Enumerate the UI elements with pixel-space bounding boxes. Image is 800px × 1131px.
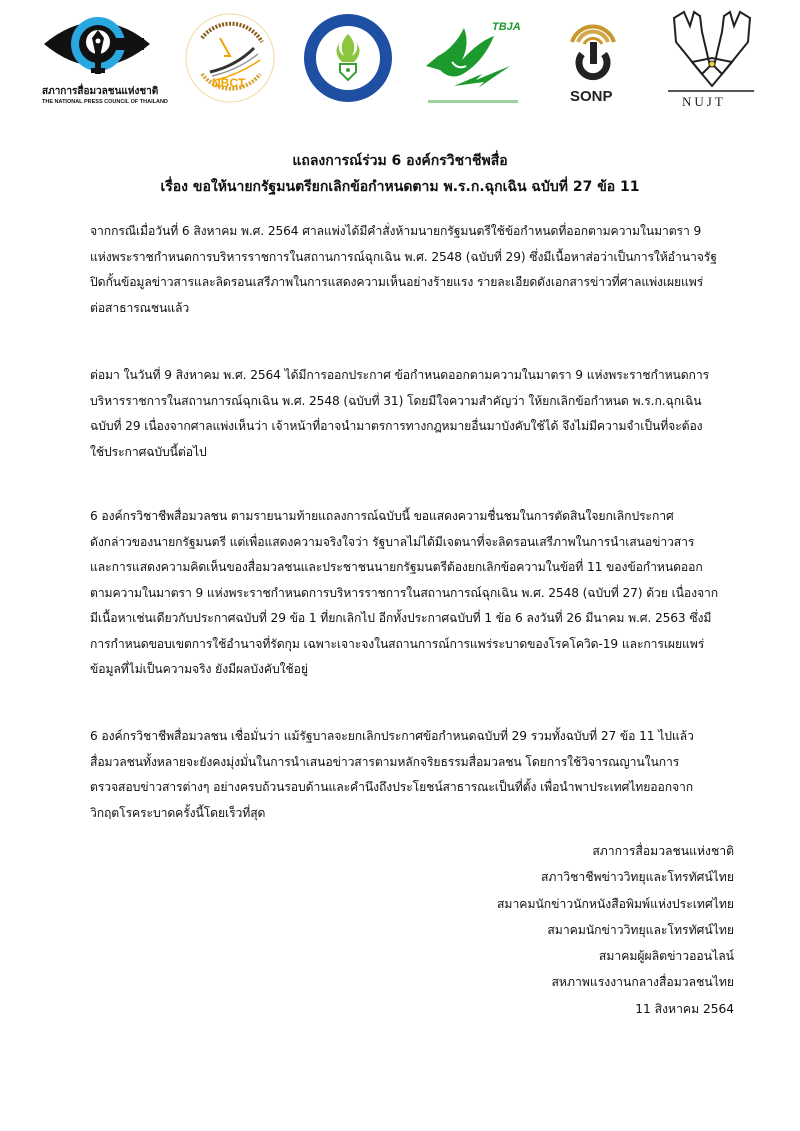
document-subject: เรื่อง ขอให้นายกรัฐมนตรียกเลิกข้อกำหนดตาม พ.ร.ก.ฉุกเฉิน ฉบับที่ 27 ข้อ 11 [160,179,640,195]
paragraph-line: มีเนื้อหาเช่นเดียวกับประกาศฉบับที่ 29 ข้อ 1 ที่ยกเลิกไป อีกทั้งประกาศฉบับที่ 1 ข้อ 6 ลงวันที่ 26 มีนาคม พ.ศ. 2563 ซึ่งมี [90,611,712,625]
paragraph-line: 6 องค์กรวิชาชีพสื่อมวลชน เชื่อมั่นว่า แม้รัฐบาลจะยกเลิกประกาศข้อกำหนดฉบับที่ 29 รวมทั้งฉบับที่ 27 ข้อ 11 ไปแล้ว [90,729,694,743]
paragraph-line: วิกฤตโรคระบาดครั้งนี้โดยเร็วที่สุด [90,805,266,820]
logo-caption-th: สภาการสื่อมวลชนแห่งชาติ [42,86,159,97]
power-signal-icon [558,8,628,86]
broadcast-dish-icon [180,8,280,108]
document-title: แถลงการณ์ร่วม 6 องค์กรวิชาชีพสื่อ [292,153,508,169]
paragraph-line: ใช้ประกาศฉบับนี้ต่อไป [90,444,207,459]
logo-caption-line [668,90,754,92]
paragraph-line: ตรวจสอบข่าวสารต่างๆ อย่างครบถ้วนรอบด้านและคำนึงถึงประโยชน์สาธารณะเป็นที่ตั้ง เพื่อนำพาประเทศไทยออกจาก [90,780,694,794]
paragraph-line: ต่อมา ในวันที่ 9 สิงหาคม พ.ศ. 2564 ได้มีการออกประกาศ ข้อกำหนดออกตามความในมาตรา 9 แห่งพระราชกำหนดการ [90,368,710,382]
signatories [497,838,734,1022]
paragraph-line: ฉบับที่ 29 เนื่องจากศาลแพ่งเห็นว่า เจ้าหน้าที่อาจนำมาตรการทางกฎหมายอื่นมาบังคับใช้ได้ จึงไม่มีความจำเป็นที่จะต้อง [90,419,703,433]
dove-lightning-icon [418,8,523,98]
paragraph-line: ต่อสาธารณชนแล้ว [90,300,190,315]
paragraph-line: ตามความในมาตรา 9 แห่งพระราชกำหนดการบริหารราชการในสถานการณ์ฉุกเฉิน พ.ศ. 2548 (ฉบับที่ 27) ด้วย เนื่องจาก [90,585,719,600]
tbja-logo [418,8,523,108]
paragraph-2 [90,363,740,465]
paragraph-line: 6 องค์กรวิชาชีพสื่อมวลชน ตามรายนามท้ายแถลงการณ์ฉบับนี้ ขอแสดงความชื่นชมในการตัดสินใจยกเลิกประกาศ [90,509,674,523]
nujt-logo [662,8,762,108]
paragraph-line: และการแสดงความคิดเห็นของสื่อมวลชนและประชาชนนายกรัฐมนตรีต้องยกเลิกข้อความในข้อที่ 11 ของข้อกำหนดออก [90,560,703,574]
paragraph-3 [90,504,740,683]
logo-caption: NUJT [682,94,726,109]
nbct-logo [180,8,280,108]
pen-flame-icon [302,12,394,104]
paragraph-line: แห่งพระราชกำหนดการบริหารราชการในสถานการณ์ฉุกเฉิน พ.ศ. 2548 (ฉบับที่ 29) ซึ่งมีเนื้อหาส่อว่าเป็นการให้อำนาจรัฐ [90,249,717,264]
sonp-logo [558,8,628,108]
logo-caption: NBCT [212,76,246,90]
paragraph-line: ข้อมูลที่ไม่เป็นความจริง ยังมีผลบังคับใช้อยู่ [90,662,308,676]
signatory: สมาคมผู้ผลิตข่าวออนไลน์ [598,949,734,964]
paragraph-line: ปิดกั้นข้อมูลข่าวสารและลิดรอนเสรีภาพในการแสดงความเห็นอย่างร้ายแรง รายละเอียดดังเอกสารข่าวที่ศาลแพ่งเผยแพร่ [90,275,704,289]
paragraph-line: การกำหนดขอบเขตการใช้อำนาจที่รัดกุม เฉพาะเจาะจงในสถานการณ์การแพร่ระบาดของโรคโควิด-19 และการเผยแพร่ [90,636,705,651]
eye-pen-icon [40,8,155,80]
svg-text:TBJA: TBJA [492,21,521,33]
signatory: สมาคมนักข่าววิทยุและโทรทัศน์ไทย [547,922,734,937]
document-header [0,148,800,200]
logo-row [40,8,770,108]
signatory: สภาวิชาชีพข่าววิทยุและโทรทัศน์ไทย [540,870,734,885]
national-press-council-logo [40,8,168,108]
raised-hands-icon [662,8,762,88]
signatory: สมาคมนักข่าวนักหนังสือพิมพ์แห่งประเทศไทย [496,896,734,911]
thai-journalists-association-logo [302,8,394,108]
paragraph-line: จากกรณีเมื่อวันที่ 6 สิงหาคม พ.ศ. 2564 ศาลแพ่งได้มีคำสั่งห้ามนายกรัฐมนตรีใช้ข้อกำหนดที่ออกตามความในมาตรา 9 [90,224,702,238]
logo-caption-en: THE NATIONAL PRESS COUNCIL OF THAILAND [42,99,168,105]
logo-caption: SONP [570,88,613,105]
paragraph-line: บริหารราชการในสถานการณ์ฉุกเฉิน พ.ศ. 2548 (ฉบับที่ 31) โดยมีใจความสำคัญว่า ให้ยกเลิกข้อกำหนด พ.ร.ก.ฉุกเฉิน [90,393,702,408]
logo-caption-line [428,100,518,103]
paragraph-1 [90,219,740,321]
paragraph-4 [90,724,740,826]
paragraph-line: ดังกล่าวของนายกรัฐมนตรี แต่เพื่อแสดงความจริงใจว่า รัฐบาลไม่ได้มีเจตนาที่จะลิดรอนเสรีภาพในการนำเสนอข่าวสาร [90,534,695,549]
document-date: 11 สิงหาคม 2564 [635,1001,734,1016]
signatory: สภาการสื่อมวลชนแห่งชาติ [592,844,734,858]
paragraph-line: สื่อมวลชนทั้งหลายจะยังคงมุ่งมั่นในการนำเสนอข่าวสารตามหลักจริยธรรมสื่อมวลชน โดยการใช้วิจารณญานในการ [90,754,680,769]
signatory: สหภาพแรงงานกลางสื่อมวลชนไทย [551,975,734,990]
